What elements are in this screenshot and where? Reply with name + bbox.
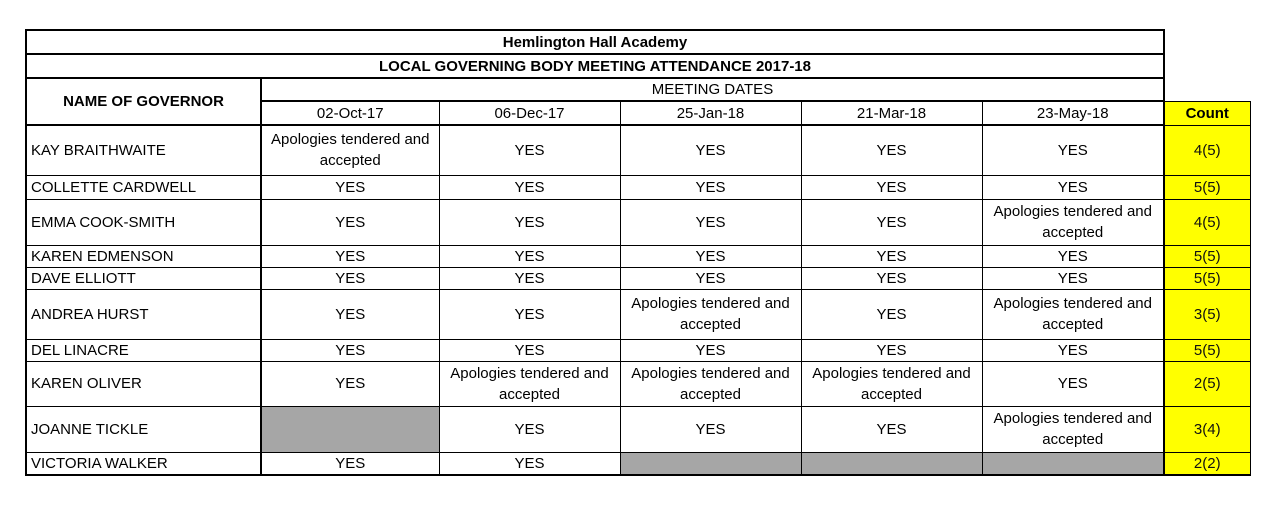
table-row [26, 175, 1250, 199]
attendance-cell: YES [261, 452, 439, 475]
table-row [26, 199, 1250, 245]
not-applicable-cell [982, 452, 1164, 475]
attendance-cell: Apologies tendered and accepted [801, 361, 982, 406]
attendance-cell: YES [439, 175, 620, 199]
attendance-count: 3(5) [1164, 289, 1250, 339]
attendance-count: 3(4) [1164, 406, 1250, 452]
attendance-cell: Apologies tendered and accepted [982, 289, 1164, 339]
date-header: 25-Jan-18 [620, 101, 801, 125]
governor-name: KAY BRAITHWAITE [26, 125, 261, 175]
attendance-cell: YES [801, 175, 982, 199]
attendance-cell: YES [982, 267, 1164, 289]
attendance-cell: YES [439, 339, 620, 361]
attendance-cell: Apologies tendered and accepted [982, 406, 1164, 452]
attendance-cell: YES [439, 245, 620, 267]
governor-name: ANDREA HURST [26, 289, 261, 339]
attendance-cell: YES [439, 406, 620, 452]
date-header: 02-Oct-17 [261, 101, 439, 125]
attendance-cell: YES [261, 267, 439, 289]
attendance-cell: Apologies tendered and accepted [439, 361, 620, 406]
attendance-cell: YES [801, 125, 982, 175]
date-header: 21-Mar-18 [801, 101, 982, 125]
governor-name: DAVE ELLIOTT [26, 267, 261, 289]
date-header: 06-Dec-17 [439, 101, 620, 125]
attendance-count: 5(5) [1164, 267, 1250, 289]
governor-name: DEL LINACRE [26, 339, 261, 361]
attendance-cell: YES [439, 289, 620, 339]
attendance-cell: YES [620, 339, 801, 361]
attendance-cell: YES [982, 245, 1164, 267]
attendance-cell: YES [801, 267, 982, 289]
attendance-cell: YES [620, 199, 801, 245]
attendance-cell: YES [261, 361, 439, 406]
attendance-cell: YES [982, 175, 1164, 199]
governor-name: KAREN OLIVER [26, 361, 261, 406]
attendance-cell: YES [982, 361, 1164, 406]
attendance-cell: YES [620, 267, 801, 289]
table-row [26, 339, 1250, 361]
attendance-cell: YES [261, 199, 439, 245]
not-applicable-cell [801, 452, 982, 475]
attendance-cell: YES [620, 245, 801, 267]
attendance-count: 5(5) [1164, 245, 1250, 267]
attendance-cell: YES [439, 199, 620, 245]
attendance-cell: Apologies tendered and accepted [982, 199, 1164, 245]
sheet-title: LOCAL GOVERNING BODY MEETING ATTENDANCE 2017-18 [26, 54, 1164, 78]
attendance-cell: YES [261, 175, 439, 199]
count-header: Count [1164, 101, 1250, 125]
attendance-cell: YES [801, 245, 982, 267]
attendance-cell: YES [620, 125, 801, 175]
attendance-cell: YES [801, 406, 982, 452]
attendance-cell: YES [261, 289, 439, 339]
not-applicable-cell [620, 452, 801, 475]
attendance-cell: YES [982, 125, 1164, 175]
attendance-cell: YES [261, 245, 439, 267]
table-row [26, 245, 1250, 267]
attendance-cell: YES [620, 406, 801, 452]
attendance-cell: YES [801, 339, 982, 361]
attendance-cell: YES [801, 289, 982, 339]
governor-name: VICTORIA WALKER [26, 452, 261, 475]
attendance-cell: YES [801, 199, 982, 245]
attendance-cell: Apologies tendered and accepted [620, 361, 801, 406]
governor-name: KAREN EDMENSON [26, 245, 261, 267]
governor-name: COLLETTE CARDWELL [26, 175, 261, 199]
attendance-cell: YES [439, 267, 620, 289]
attendance-count: 5(5) [1164, 339, 1250, 361]
meeting-dates-header: MEETING DATES [261, 78, 1164, 101]
table-row [26, 361, 1250, 406]
table-row [26, 267, 1250, 289]
school-title: Hemlington Hall Academy [26, 30, 1164, 54]
governor-name: JOANNE TICKLE [26, 406, 261, 452]
governor-name: EMMA COOK-SMITH [26, 199, 261, 245]
attendance-cell: YES [439, 125, 620, 175]
attendance-cell: YES [620, 175, 801, 199]
table-row [26, 406, 1250, 452]
attendance-count: 4(5) [1164, 199, 1250, 245]
attendance-count: 4(5) [1164, 125, 1250, 175]
attendance-count: 5(5) [1164, 175, 1250, 199]
attendance-sheet [25, 29, 1251, 476]
attendance-cell: YES [439, 452, 620, 475]
attendance-cell: Apologies tendered and accepted [620, 289, 801, 339]
name-of-governor-header: NAME OF GOVERNOR [26, 78, 261, 125]
table-row [26, 125, 1250, 175]
attendance-table [25, 29, 1251, 476]
attendance-count: 2(2) [1164, 452, 1250, 475]
table-row [26, 289, 1250, 339]
attendance-count: 2(5) [1164, 361, 1250, 406]
attendance-cell: YES [261, 339, 439, 361]
attendance-cell: YES [982, 339, 1164, 361]
table-row [26, 452, 1250, 475]
date-header: 23-May-18 [982, 101, 1164, 125]
attendance-cell: Apologies tendered and accepted [261, 125, 439, 175]
not-applicable-cell [261, 406, 439, 452]
